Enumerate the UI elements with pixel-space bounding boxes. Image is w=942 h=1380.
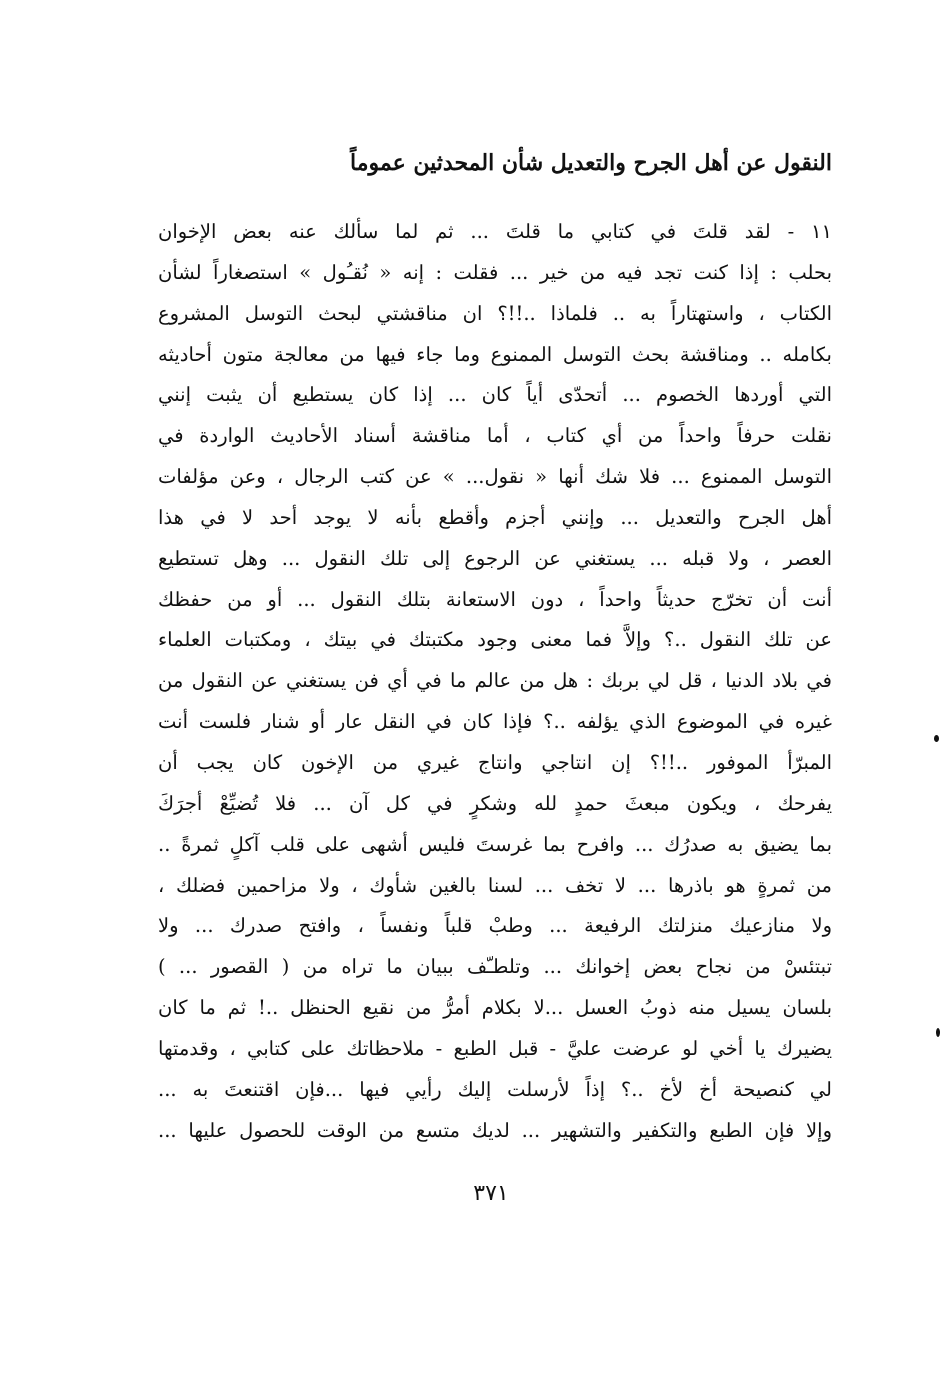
page-number: ٣٧١ [473,1181,509,1206]
text-line: بما يضيق به صدرُك ... وافرح بما غرستَ فليس أشهى على قلب آكلٍ ثمرةً .. [158,832,832,856]
section-heading: النقول عن أهل الجرح والتعديل شأن المحدثين عموماً [350,150,832,176]
text-line: عن تلك النقول ..؟ وإلاَّ فما معنى وجود مكتبتك في بيتك ، ومكتبات العلماء [158,628,832,652]
text-line: غيره في الموضوع الذي يؤلفه ..؟ فإذا كان في النقل عار أو شنار فلست أنت [158,710,832,734]
text-line: أنت أن تخرّج حديثاً واحداً ، دون الاستعانة بتلك النقول ... أو من حفظك [158,587,832,611]
text-line: بلسان يسيل منه ذوبُ العسل ...لا بكلام أمرُّ من نقيع الحنظل ..! ثم ما كان [158,996,832,1020]
text-line: ولا منازعيك منزلتك الرفيعة ... وطبْ قلباً ونفساً ، وافتح صدرك ... ولا [158,914,832,938]
text-line: وإلا فإن الطبع والتكفير والتشهير ... لديك متسع من الوقت للحصول عليها ... [158,1118,832,1142]
text-line: ١١ - لقد قلتَ في كتابي ما قلتَ ... ثم لما سألك عنه بعض الإخوان [158,220,832,243]
text-line: المبرّأ الموفور ..!!؟ إن انتاجي وانتاج غيري من الإخون كان يجب أن [158,750,832,774]
text-line: بحلب : إذا كنت تجد فيه من خير ... فقلت : إنه « نُقـُول » استصغاراً لشأن [158,260,832,284]
text-line: التي أوردها الخصوم ... أتحدّى أياً كان ... إذا كان يستطيع أن يثبت إنني [158,383,832,407]
text-line: أهل الجرح والتعديل ... وإنني أجزم وأقطع بأنه لا يوجد أحد لا في هذا [158,505,832,529]
text-line: التوسل الممنوع ... فلا شك أنها « نقول... » عن كتب الرجال ، وعن مؤلفات [158,465,832,489]
scan-speck [934,735,939,742]
text-line: العصر ، ولا قبله ... يستغني عن الرجوع إلى تلك النقول ... وهل تستطيع [158,546,832,570]
text-line: يفرحك ، ويكون مبعثَ حمدٍ لله وشكرٍ في كل آن ... فلا تُضيِّعْ أجرَكَ [158,791,832,815]
text-line: الكتاب ، واستهتاراً به .. فلماذا ..!!؟ ان مناقشتي لبحث التوسل المشروع [158,301,832,325]
text-line: من ثمرةٍ هو باذرها ... لا تخف ... لسنا بالغين شأوك ، ولا مزاحمين فضلك ، [158,873,832,897]
body-paragraph [158,212,832,1151]
text-line: لي كنصيحة أخ لأخ ..؟ إذاً لأرسلت إليك رأيي فيها ...فإن اقتنعتَ به ... [158,1077,832,1101]
text-line: تبتئسْ من نجاح بعض إخوانك ... وتلطـّف ببيان ما تراه من ( القصور ... ) [158,955,832,979]
text-line: نقلت حرفاً واحداً من أي كتاب ، أما مناقشة أسناد الأحاديث الواردة في [158,424,832,448]
text-line: في بلاد الدنيا ، قل لي بربك : هل من عالم ما في أي فن يستغني عن النقول من [158,669,832,693]
text-line: بكامله .. ومناقشة بحث التوسل الممنوع وما جاء فيها من معالجة متون أحاديثه [158,342,832,366]
text-line: يضيرك يا أخي لو عرضت عليَّ - قبل الطبع - ملاحظاتك على كتابي ، وقدمتها [158,1036,832,1060]
scan-speck [936,1028,940,1037]
